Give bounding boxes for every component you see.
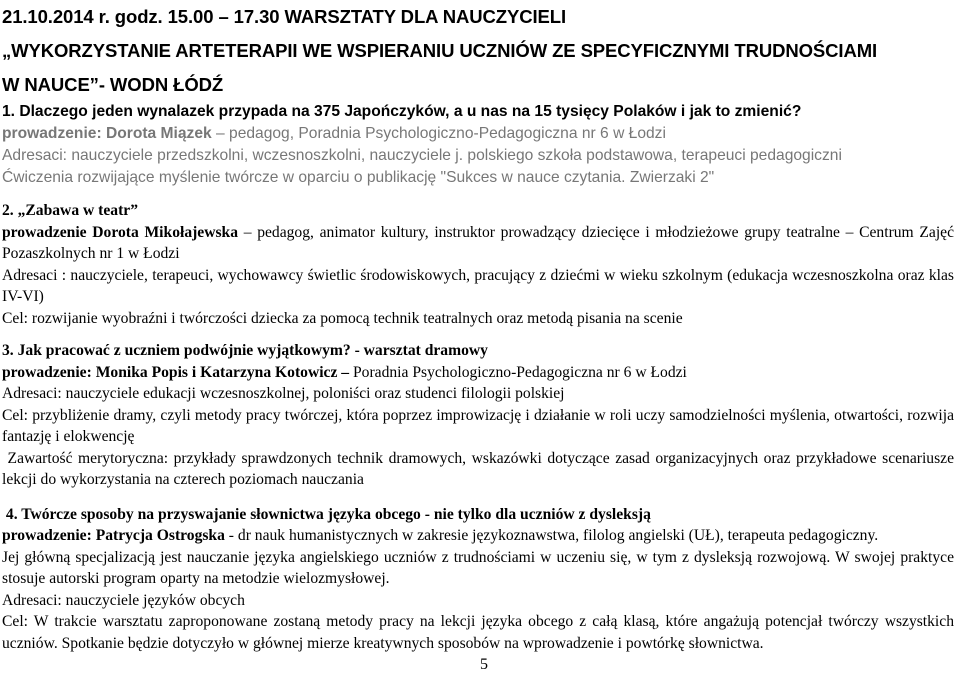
workshop-3 [2, 340, 958, 491]
workshop-2-lead-rest: – pedagog, animator kultury, instruktor prowadzący dziecięce i młodzieżowe grupy teatralne – Centrum Zajęć Pozaszkolnych nr 1 w Łodzi [2, 223, 954, 262]
workshop-3-lead-label: prowadzenie: Monika Popis i Katarzyna Kotowicz – [2, 363, 350, 381]
workshop-2-lead [2, 222, 954, 265]
workshop-1-description: Ćwiczenia rozwijające myślenie twórcze w oparciu o publikację "Sukces w nauce czytania. Zwierzaki 2" [2, 169, 715, 186]
workshop-4-goal: Cel: W trakcie warsztatu zaproponowane zostaną metody pracy na lekcji języka obcego z całą klasą, które angażują potencjał twórczy wszystkich uczniów. Spotkanie będzie dotyczyło w głównej mierze kreatywnych sposobów na wprowadzenie i powtórkę słownictwa. [2, 613, 954, 652]
workshop-3-lead [2, 362, 954, 384]
page-number: 5 [480, 656, 488, 673]
workshop-2-audience: Adresaci : nauczyciele, terapeuci, wychowawcy świetlic środowiskowych, pracujący z dziećmi w wieku szkolnym (edukacja wczesnoszkolna oraz klas IV-VI) [2, 266, 954, 305]
workshop-3-goal: Cel: przybliżenie dramy, czyli metody pracy twórczej, która poprzez improwizację i działanie w roli uczy samodzielności myślenia, otwartości, rozwija fantazję i elokwencję [2, 406, 954, 445]
header-line-1: 21.10.2014 r. godz. 15.00 – 17.30 WARSZTATY DLA NAUCZYCIELI [2, 6, 567, 27]
workshop-4-bio: Jej główną specjalizacją jest nauczanie języka angielskiego uczniów z trudnościami w uczeniu się, w tym z dysleksją rozwojową. W swojej praktyce stosuje autorski program oparty na metodzie wielozmysłowej. [2, 548, 954, 587]
document-page [2, 0, 958, 654]
workshop-3-audience: Adresaci: nauczyciele edukacji wczesnoszkolnej, poloniści oraz studenci filologii polskiej [2, 385, 565, 402]
workshop-2-title: 2. „Zabawa w teatr” [2, 202, 138, 219]
workshop-4-title: 4. Twórcze sposoby na przyswajanie słownictwa języka obcego - nie tylko dla uczniów z dysleksją [2, 505, 651, 523]
workshop-4-lead-rest: - dr nauk humanistycznych w zakresie językoznawstwa, filolog angielski (UŁ), terapeuta pedagogiczny. [224, 527, 879, 544]
workshop-2-goal: Cel: rozwijanie wyobraźni i twórczości dziecka za pomocą technik teatralnych oraz metodą pisania na scenie [2, 309, 683, 327]
workshop-3-lead-rest: Poradnia Psychologiczno-Pedagogiczna nr 6 w Łodzi [349, 363, 687, 381]
workshop-1-title: 1. Dlaczego jeden wynalazek przypada na 375 Japończyków, a u nas na 15 tysięcy Polaków i jak to zmienić? [2, 103, 802, 120]
workshop-1 [2, 101, 954, 189]
header-line-2: „WYKORZYSTANIE ARTETERAPII WE WSPIERANIU UCZNIÓW ZE SPECYFICZNYMI TRUDNOŚCIAMI [2, 40, 878, 61]
workshop-3-title: 3. Jak pracować z uczniem podwójnie wyjątkowym? - warsztat dramowy [2, 342, 488, 359]
workshop-4-audience: Adresaci: nauczyciele języków obcych [2, 591, 245, 609]
workshop-4 [2, 504, 954, 655]
workshop-4-lead [2, 525, 954, 547]
workshop-1-lead-rest: – pedagog, Poradnia Psychologiczno-Pedagogiczna nr 6 w Łodzi [211, 125, 666, 142]
workshop-3-content: Zawartość merytoryczna: przykłady sprawdzonych technik dramowych, wskazówki dotyczące zasad organizacyjnych oraz przykładowe scenariusze lekcji do wykorzystania na czterech poziomach nauczania [2, 449, 958, 488]
workshop-1-audience: Adresaci: nauczyciele przedszkolni, wczesnoszkolni, nauczyciele j. polskiego szkoła podstawowa, terapeuci pedagogiczni [2, 147, 842, 164]
workshop-1-lead-label: prowadzenie: Dorota Miązek [2, 125, 212, 142]
header-line-3: W NAUCE”- WODN ŁÓDŹ [2, 74, 224, 95]
workshop-4-lead-label: prowadzenie: Patrycja Ostrogska [2, 527, 225, 544]
workshop-2 [2, 200, 954, 329]
workshop-2-lead-label: prowadzenie Dorota Mikołajewska [2, 223, 239, 241]
workshop-1-lead [2, 123, 954, 145]
